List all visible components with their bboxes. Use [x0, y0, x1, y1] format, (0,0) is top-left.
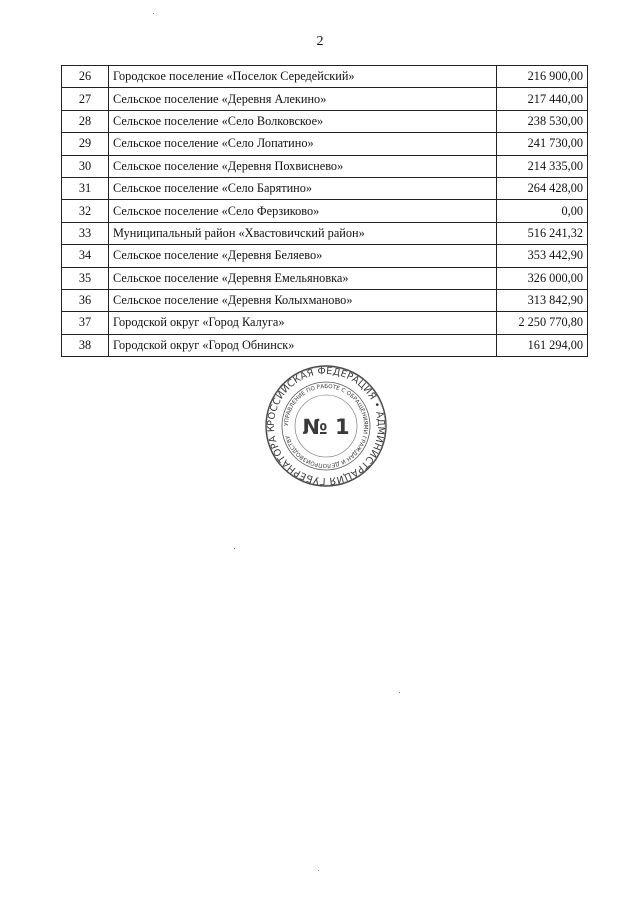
- amount-value: 241 730,00: [497, 133, 588, 155]
- row-number: 29: [62, 133, 109, 155]
- table-row: [62, 133, 588, 155]
- amount-value: 353 442,90: [497, 245, 588, 267]
- settlement-name: Сельское поселение «Село Волковское»: [109, 110, 497, 132]
- row-number: 34: [62, 245, 109, 267]
- settlement-name: Сельское поселение «Деревня Алекино»: [109, 88, 497, 110]
- table-row: [62, 66, 588, 88]
- row-number: 28: [62, 110, 109, 132]
- amount-value: 217 440,00: [497, 88, 588, 110]
- row-number: 36: [62, 289, 109, 311]
- scan-speck: [234, 548, 235, 549]
- table-row: [62, 289, 588, 311]
- settlement-name: Городской округ «Город Калуга»: [109, 312, 497, 334]
- amount-value: 0,00: [497, 200, 588, 222]
- amount-value: 2 250 770,80: [497, 312, 588, 334]
- table-row: [62, 222, 588, 244]
- amount-value: 516 241,32: [497, 222, 588, 244]
- page-number: 2: [316, 34, 324, 49]
- amount-value: 264 428,00: [497, 177, 588, 199]
- table-row: [62, 267, 588, 289]
- table-row: [62, 334, 588, 356]
- settlement-name: Сельское поселение «Село Барятино»: [109, 177, 497, 199]
- amount-value: 216 900,00: [497, 66, 588, 88]
- settlement-name: Городское поселение «Поселок Середейский»: [109, 66, 497, 88]
- amount-value: 238 530,00: [497, 110, 588, 132]
- seal-outer-text: РОССИЙСКАЯ ФЕДЕРАЦИЯ • АДМИНИСТРАЦИЯ ГУБЕРНАТОРА К: [265, 365, 387, 487]
- table-row: [62, 177, 588, 199]
- row-number: 27: [62, 88, 109, 110]
- seal-center-number: № 1: [302, 415, 350, 439]
- row-number: 31: [62, 177, 109, 199]
- row-number: 30: [62, 155, 109, 177]
- amount-value: 161 294,00: [497, 334, 588, 356]
- amount-value: 313 842,90: [497, 289, 588, 311]
- amount-value: 326 000,00: [497, 267, 588, 289]
- allocation-table: [61, 65, 588, 357]
- settlement-name: Сельское поселение «Деревня Беляево»: [109, 245, 497, 267]
- row-number: 38: [62, 334, 109, 356]
- amount-value: 214 335,00: [497, 155, 588, 177]
- settlement-name: Муниципальный район «Хвастовичский район»: [109, 222, 497, 244]
- table-row: [62, 312, 588, 334]
- table-row: [62, 110, 588, 132]
- settlement-name: Сельское поселение «Деревня Колыхманово»: [109, 289, 497, 311]
- settlement-name: Сельское поселение «Село Ферзиково»: [109, 200, 497, 222]
- table-row: [62, 200, 588, 222]
- seal-graphic: [264, 364, 388, 488]
- allocation-table-body: [62, 66, 588, 357]
- seal-inner-text: УПРАВЛЕНИЕ ПО РАБОТЕ С ОБРАЩЕНИЯМИ ГРАЖДАН И ДЕЛОПРОИЗВОДСТВУ: [283, 383, 369, 469]
- settlement-name: Сельское поселение «Деревня Похвиснево»: [109, 155, 497, 177]
- settlement-name: Сельское поселение «Деревня Емельяновка»: [109, 267, 497, 289]
- row-number: 35: [62, 267, 109, 289]
- settlement-name: Сельское поселение «Село Лопатино»: [109, 133, 497, 155]
- scan-speck: [399, 692, 400, 693]
- scan-speck: [153, 13, 154, 14]
- row-number: 26: [62, 66, 109, 88]
- table-row: [62, 88, 588, 110]
- settlement-name: Городской округ «Город Обнинск»: [109, 334, 497, 356]
- table-row: [62, 245, 588, 267]
- row-number: 33: [62, 222, 109, 244]
- scan-speck: [318, 870, 319, 871]
- row-number: 32: [62, 200, 109, 222]
- row-number: 37: [62, 312, 109, 334]
- official-seal: [264, 364, 388, 488]
- table-row: [62, 155, 588, 177]
